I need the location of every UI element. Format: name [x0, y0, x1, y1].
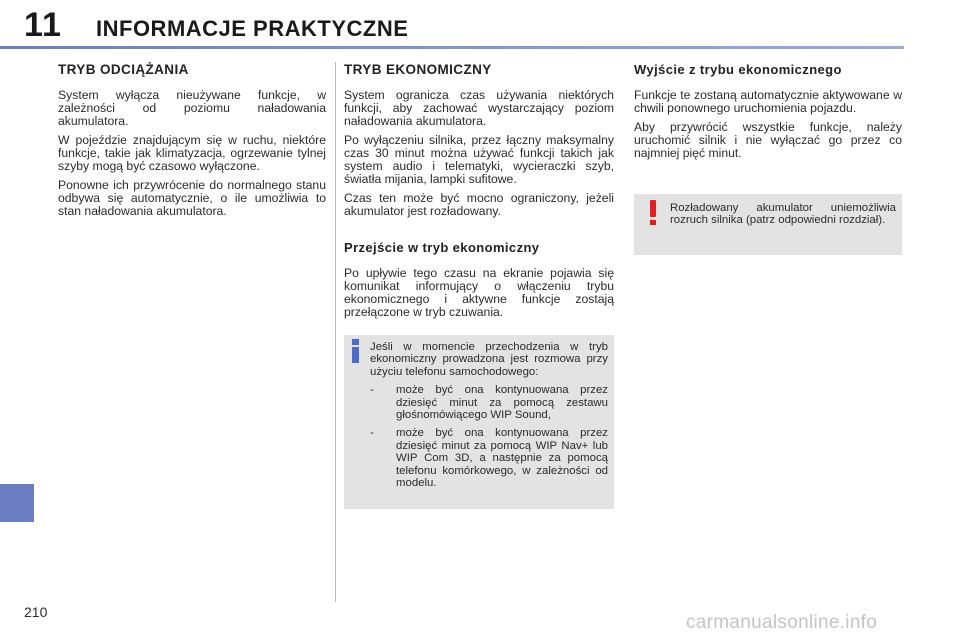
page-number: 210 [24, 604, 48, 620]
column-load-shedding [58, 62, 326, 224]
info-icon [350, 339, 362, 363]
warning-icon [648, 200, 658, 226]
chapter-number: 11 [24, 6, 62, 44]
paragraph: Po wyłączeniu silnika, przez łączny maksymalny czas 30 minut można używać funkcji takich jak system audio i telematyki, wycieraczki szyb, światła mijania, lampki sufitowe. [344, 133, 614, 186]
list-item [370, 384, 608, 421]
column-exit-economy-mode [634, 62, 902, 255]
warning-box [634, 194, 902, 255]
watermark: carmanualsonline.info [686, 612, 878, 633]
header-rule [0, 46, 904, 49]
paragraph: System wyłącza nieużywane funkcje, w zależności od poziomu naładowania akumulatora. [58, 88, 326, 128]
column-economy-mode [344, 62, 614, 509]
paragraph: Funkcje te zostaną automatycznie aktywowane w chwili ponownego uruchomienia pojazdu. [634, 88, 902, 115]
warning-text: Rozładowany akumulator uniemożliwia rozruch silnika (patrz odpowiedni rozdział). [670, 202, 896, 227]
bullet-text: może być ona kontynuowana przez dziesięć minut za pomocą zestawu głośnomówiącego WIP Sound, [396, 384, 608, 422]
column-divider [335, 62, 336, 602]
section-heading-economy-mode: TRYB EKONOMICZNY [344, 62, 492, 77]
paragraph: Ponowne ich przywrócenie do normalnego stanu odbywa się automatycznie, o ile umożliwia to stan naładowania akumulatora. [58, 178, 326, 218]
paragraph: Po upływie tego czasu na ekranie pojawia się komunikat informujący o włączeniu trybu ekonomicznego i aktywne funkcje zostają przełączone w tryb czuwania. [344, 266, 614, 319]
bullet-text: może być ona kontynuowana przez dziesięć minut za pomocą WIP Nav+ lub WIP Com 3D, a następnie za pomocą telefonu komórkowego, w zależności od modelu. [396, 427, 608, 490]
paragraph: Czas ten może być mocno ograniczony, jeżeli akumulator jest rozładowany. [344, 191, 614, 218]
info-intro: Jeśli w momencie przechodzenia w tryb ekonomiczny prowadzona jest rozmowa przy użyciu telefonu samochodowego: [370, 341, 608, 378]
bullet-dash: - [370, 427, 374, 440]
bullet-dash: - [370, 384, 374, 397]
info-box [344, 335, 614, 509]
chapter-side-tab [0, 484, 34, 522]
section-heading-load-shedding: TRYB ODCIĄŻANIA [58, 62, 189, 77]
chapter-title: INFORMACJE PRAKTYCZNE [96, 16, 409, 41]
paragraph: Aby przywrócić wszystkie funkcje, należy uruchomić silnik i nie wyłączać go przez co najmniej pięć minut. [634, 120, 902, 160]
subheading-entering-economy-mode: Przejście w tryb ekonomiczny [344, 240, 540, 255]
paragraph: W pojeździe znajdującym się w ruchu, niektóre funkcje, takie jak klimatyzacja, ogrzewanie tylnej szyby mogą być czasowo wyłączone. [58, 133, 326, 173]
list-item [370, 427, 608, 489]
subheading-exit-economy-mode: Wyjście z trybu ekonomicznego [634, 62, 842, 77]
paragraph: System ogranicza czas używania niektórych funkcji, aby zachować wystarczający poziom naładowania akumulatora. [344, 88, 614, 128]
